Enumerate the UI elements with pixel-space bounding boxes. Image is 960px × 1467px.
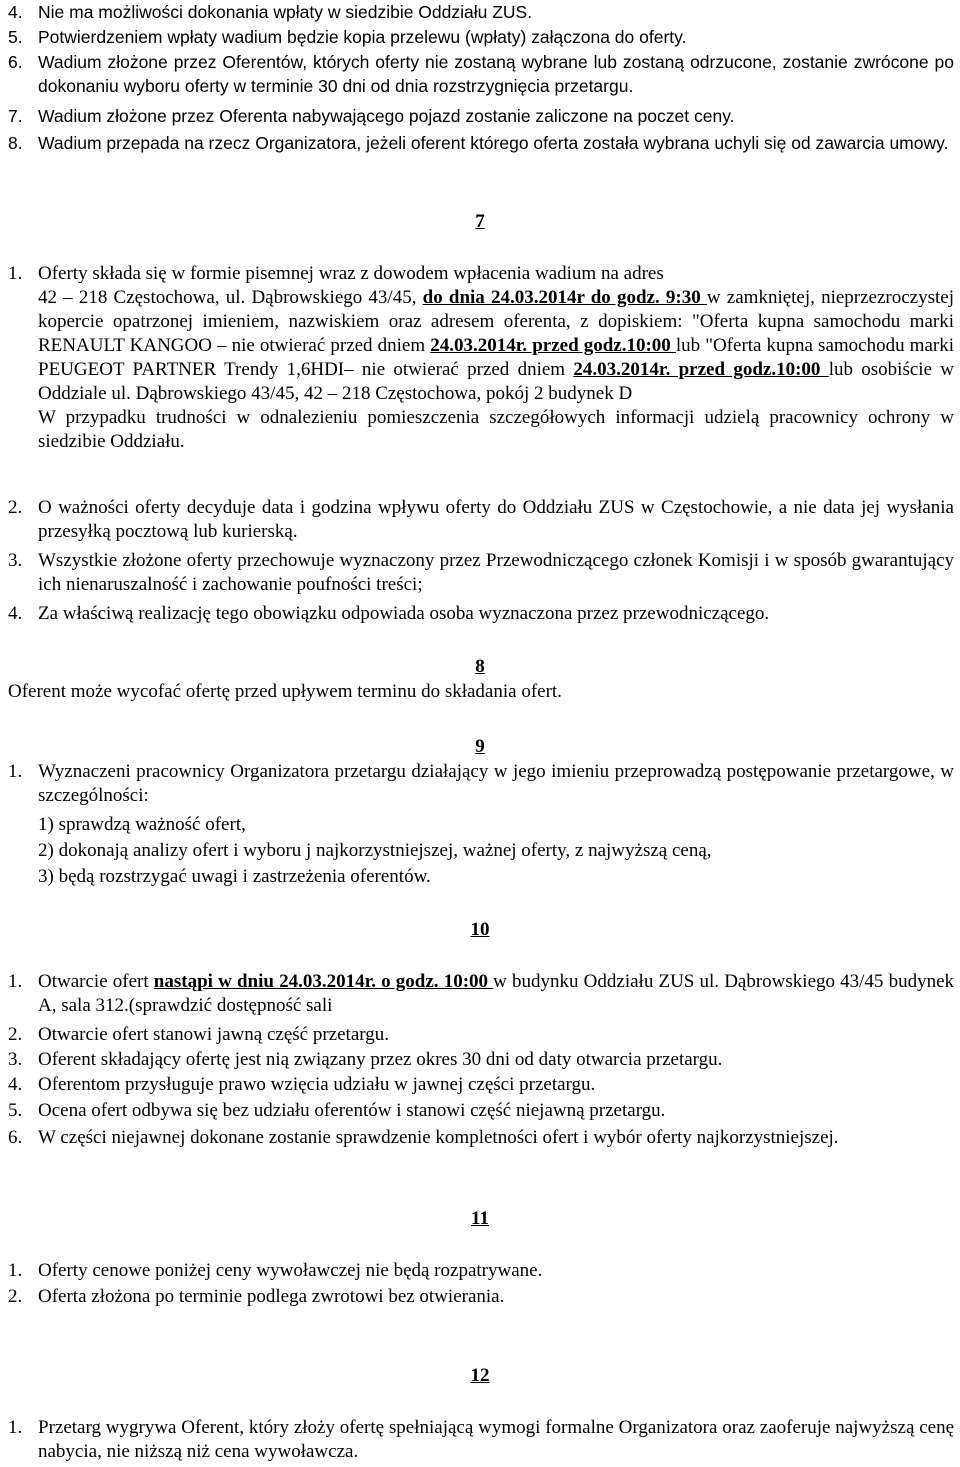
list-item (8, 496, 954, 544)
item-number: 4. (8, 603, 23, 624)
section-heading-10 (0, 918, 960, 942)
item-number: 7. (8, 106, 23, 126)
item-number: 5. (8, 1100, 23, 1121)
opening-date-text: nastąpi w dniu 24.03.2014r. o godz. 10:00 (153, 971, 494, 992)
item-number: 1. (8, 1260, 23, 1281)
item-text: O ważności oferty decyduje data i godzina wpływu oferty do Oddziału ZUS w Częstochowie, a nie data jej wysłania przesyłką pocztową lub kurierską. (38, 497, 954, 542)
item-text: Potwierdzeniem wpłaty wadium będzie kopia przelewu (wpłaty) załączona do oferty. (38, 27, 687, 47)
sub-item: 3) będą rozstrzygać uwagi i zastrzeżenia oferentów. (38, 866, 431, 887)
item-text: Oferty składa się w formie pisemnej wraz z dowodem wpłacenia wadium na adres 42 – 218 Częstochowa, ul. Dąbrowskiego 43/45, do dnia 24.03.2014r do godz. 9:30 w zamkniętej, nieprzezroczystej kopercie opatrzonej imieniem, nazwiskiem oraz adresem oferenta, z dopiskiem: "Oferta kupna samochodu marki RENAULT KANGOO – nie otwierać przed dniem 24.03.2014r. przed godz.10:00 lub "Oferta kupna samochodu marki PEUGEOT PARTNER Trendy 1,6HDI– nie otwierać przed dniem 24.03.2014r. przed godz.10:00 lub osobiście w Oddziale ul. Dąbrowskiego 43/45, 42 – 218 Częstochowa, pokój 2 budynek D W przypadku trudności w odnalezieniu pomieszczenia szczegółowych informacji udzielą pracownicy ochrony w siedzibie Oddziału. (38, 263, 955, 452)
section-number: 12 (470, 1365, 490, 1386)
item-number: 1. (8, 971, 23, 992)
item-number: 2. (8, 497, 23, 518)
section-number: 8 (475, 656, 485, 677)
item-number: 3. (8, 550, 23, 571)
list-item (8, 1023, 954, 1047)
item-text: Za właściwą realizację tego obowiązku odpowiada osoba wyznaczona przez przewodniczącego. (38, 603, 770, 624)
sub-item: 1) sprawdzą ważność ofert, (38, 814, 246, 835)
item-text: Wyznaczeni pracownicy Organizatora przetargu działający w jego imieniu przeprowadzą postępowanie przetargowe, w szczególności: (38, 761, 954, 806)
list-item (8, 549, 954, 597)
list-item (8, 262, 954, 454)
item-text: Przetarg wygrywa Oferent, który złoży ofertę spełniającą wymogi formalne Organizatora oraz zaoferuje najwyższą cenę nabycia, nie niższą niż cena wywoławcza. (38, 1417, 954, 1462)
list-item (8, 1285, 954, 1309)
list-item (8, 50, 954, 98)
item-text: Ocena ofert odbywa się bez udziału oferentów i stanowi część niejawną przetargu. (38, 1100, 666, 1121)
section-heading-8 (0, 655, 960, 679)
item-number: 2. (8, 1024, 23, 1045)
item-number: 8. (8, 133, 23, 153)
item-number: 1. (8, 263, 23, 284)
item-number: 6. (8, 1127, 23, 1148)
list-item (8, 1048, 954, 1072)
list-item (8, 1259, 954, 1283)
list-item (8, 970, 954, 1018)
item-text: Oferty cenowe poniżej ceny wywoławczej nie będą rozpatrywane. (38, 1260, 543, 1281)
item-number: 4. (8, 2, 23, 22)
list-item (8, 104, 954, 128)
item-text: Oferent składający ofertę jest nią związany przez okres 30 dni od daty otwarcia przetargu. (38, 1049, 723, 1070)
deadline-text: 24.03.2014r. przed godz.10:00 (430, 335, 676, 356)
item-text: Otwarcie ofert nastąpi w dniu 24.03.2014r. o godz. 10:00 w budynku Oddziału ZUS ul. Dąbrowskiego 43/45 budynek A, sala 312.(sprawdzić dostępność sali (38, 971, 954, 1016)
item-text: Nie ma możliwości dokonania wpłaty w siedzibie Oddziału ZUS. (38, 2, 533, 22)
item-number: 3. (8, 1049, 23, 1070)
section-number: 10 (470, 919, 490, 940)
item-text: Wadium złożone przez Oferenta nabywającego pojazd zostanie zaliczone na poczet ceny. (38, 106, 735, 126)
paragraph: Oferent może wycofać ofertę przed upływem terminu do składania ofert. (8, 681, 562, 702)
deadline-text: do dnia 24.03.2014r do godz. 9:30 (422, 287, 707, 308)
sub-item: 2) dokonają analizy ofert i wyboru j najkorzystniejszej, ważnej oferty, z najwyższą ceną, (38, 840, 712, 861)
item-number: 6. (8, 52, 23, 72)
item-number: 4. (8, 1074, 23, 1095)
list-item (8, 131, 954, 155)
item-text: Wszystkie złożone oferty przechowuje wyznaczony przez Przewodniczącego członek Komisji i w sposób gwarantujący ich nienaruszalność i zachowanie poufności treści; (38, 550, 954, 595)
item-number: 1. (8, 761, 23, 782)
item-text: W części niejawnej dokonane zostanie sprawdzenie kompletności ofert i wybór oferty najkorzystniejszej. (38, 1127, 839, 1148)
section-heading-12 (0, 1364, 960, 1388)
section-number: 9 (475, 736, 485, 757)
section-number: 7 (475, 211, 485, 232)
section-heading-9 (0, 735, 960, 759)
deadline-text: 24.03.2014r. przed godz.10:00 (573, 359, 829, 380)
list-item (8, 1073, 954, 1097)
list-item (8, 1126, 954, 1150)
list-item (8, 0, 954, 24)
section-heading-7 (0, 210, 960, 234)
item-number: 2. (8, 1286, 23, 1307)
item-number: 1. (8, 1417, 23, 1438)
item-number: 5. (8, 27, 23, 47)
item-text: Oferentom przysługuje prawo wzięcia udziału w jawnej części przetargu. (38, 1074, 596, 1095)
list-item (8, 1416, 954, 1464)
item-text: Oferta złożona po terminie podlega zwrotowi bez otwierania. (38, 1286, 505, 1307)
list-item (8, 602, 954, 626)
item-text: Otwarcie ofert stanowi jawną część przetargu. (38, 1024, 389, 1045)
list-item (8, 25, 954, 49)
item-text: Wadium przepada na rzecz Organizatora, jeżeli oferent którego oferta została wybrana uchyli się od zawarcia umowy. (38, 133, 949, 153)
section-number: 11 (471, 1208, 489, 1229)
list-item (8, 760, 954, 808)
list-item (8, 1099, 954, 1123)
section-heading-11 (0, 1207, 960, 1231)
item-text: Wadium złożone przez Oferentów, których oferty nie zostaną wybrane lub zostaną odrzucone, zostanie zwrócone po dokonaniu wyboru oferty w terminie 30 dni od dnia rozstrzygnięcia przetargu. (38, 52, 954, 96)
